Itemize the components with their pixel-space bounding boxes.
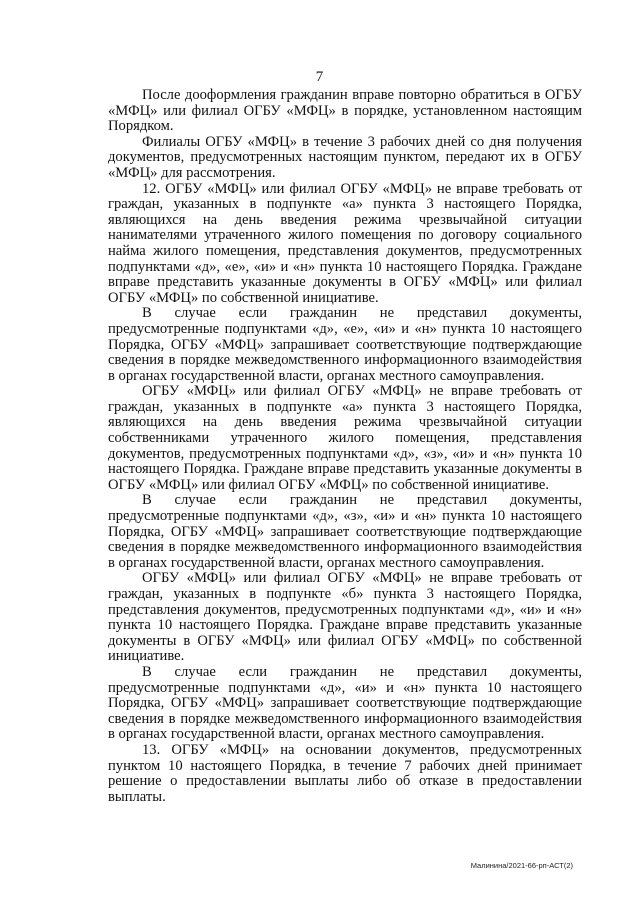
paragraph-owners-interagency-request: В случае если гражданин не представил документы, предусмотренные подпунктами «д», «з», «и» и «н» пункта 10 настоящего Порядка, ОГБУ «МФЦ» запрашивает соответствующие подтверждающие сведения в порядке межведомственного информационного взаимодействия в органах государственной власти, органах местного самоуправления. (108, 492, 582, 571)
document-footer-reference: Малинина/2021-66-рп-АСТ(2) (470, 861, 573, 870)
paragraph-branch-transfer: Филиалы ОГБУ «МФЦ» в течение 3 рабочих дней со дня получения документов, предусмотренных настоящим пунктом, передают их в ОГБУ «МФЦ» для рассмотрения. (108, 133, 582, 181)
page-number: 7 (315, 69, 324, 85)
paragraph-clause-13-decision: 13. ОГБУ «МФЦ» на основании документов, предусмотренных пунктом 10 настоящего Порядка, в течение 7 рабочих дней принимает решение о предоставлении выплаты либо об отказе в предоставлении выплаты. (108, 741, 582, 805)
document-body (108, 88, 582, 805)
paragraph-clause-12-tenants: 12. ОГБУ «МФЦ» или филиал ОГБУ «МФЦ» не вправе требовать от граждан, указанных в подпункте «а» пункта 3 настоящего Порядка, являющихся на день введения режима чрезвычайной ситуации нанимателями утраченного жилого помещения по договору социального найма жилого помещения, представления документов, предусмотренных подпунктами «д», «е», «и» и «н» пункта 10 настоящего Порядка. Граждане вправе представить указанные документы в ОГБУ «МФЦ» или филиал ОГБУ «МФЦ» по собственной инициативе. (108, 180, 582, 306)
paragraph-tenants-interagency-request: В случае если гражданин не представил документы, предусмотренные подпунктами «д», «е», «и» и «н» пункта 10 настоящего Порядка, ОГБУ «МФЦ» запрашивает соответствующие подтверждающие сведения в порядке межведомственного информационного взаимодействия в органах государственной власти, органах местного самоуправления. (108, 305, 582, 384)
paragraph-subclause-b-interagency-request: В случае если гражданин не представил документы, предусмотренные подпунктами «д», «и» и «н» пункта 10 настоящего Порядка, ОГБУ «МФЦ» запрашивает соответствующие подтверждающие сведения в порядке межведомственного информационного взаимодействия в органах государственной власти, органах местного самоуправления. (108, 663, 582, 743)
paragraph-owners: ОГБУ «МФЦ» или филиал ОГБУ «МФЦ» не вправе требовать от граждан, указанных в подпункте «а» пункта 3 настоящего Порядка, являющихся на день введения режима чрезвычайной ситуации собственниками утраченного жилого помещения, представления документов, предусмотренных подпунктами «д», «з», «и» и «н» пункта 10 настоящего Порядка. Граждане вправе представить указанные документы в ОГБУ «МФЦ» или филиал ОГБУ «МФЦ» по собственной инициативе. (108, 383, 582, 493)
paragraph-subclause-b-citizens: ОГБУ «МФЦ» или филиал ОГБУ «МФЦ» не вправе требовать от граждан, указанных в подпункте «б» пункта 3 настоящего Порядка, представления документов, предусмотренных подпунктами «д», «и» и «н» пункта 10 настоящего Порядка. Граждане вправе представить указанные документы в ОГБУ «МФЦ» или филиал ОГБУ «МФЦ» по собственной инициативе. (108, 570, 582, 665)
paragraph-re-application: После дооформления гражданин вправе повторно обратиться в ОГБУ «МФЦ» или филиал ОГБУ «МФЦ» в порядке, установленном настоящим Порядком. (108, 87, 582, 135)
